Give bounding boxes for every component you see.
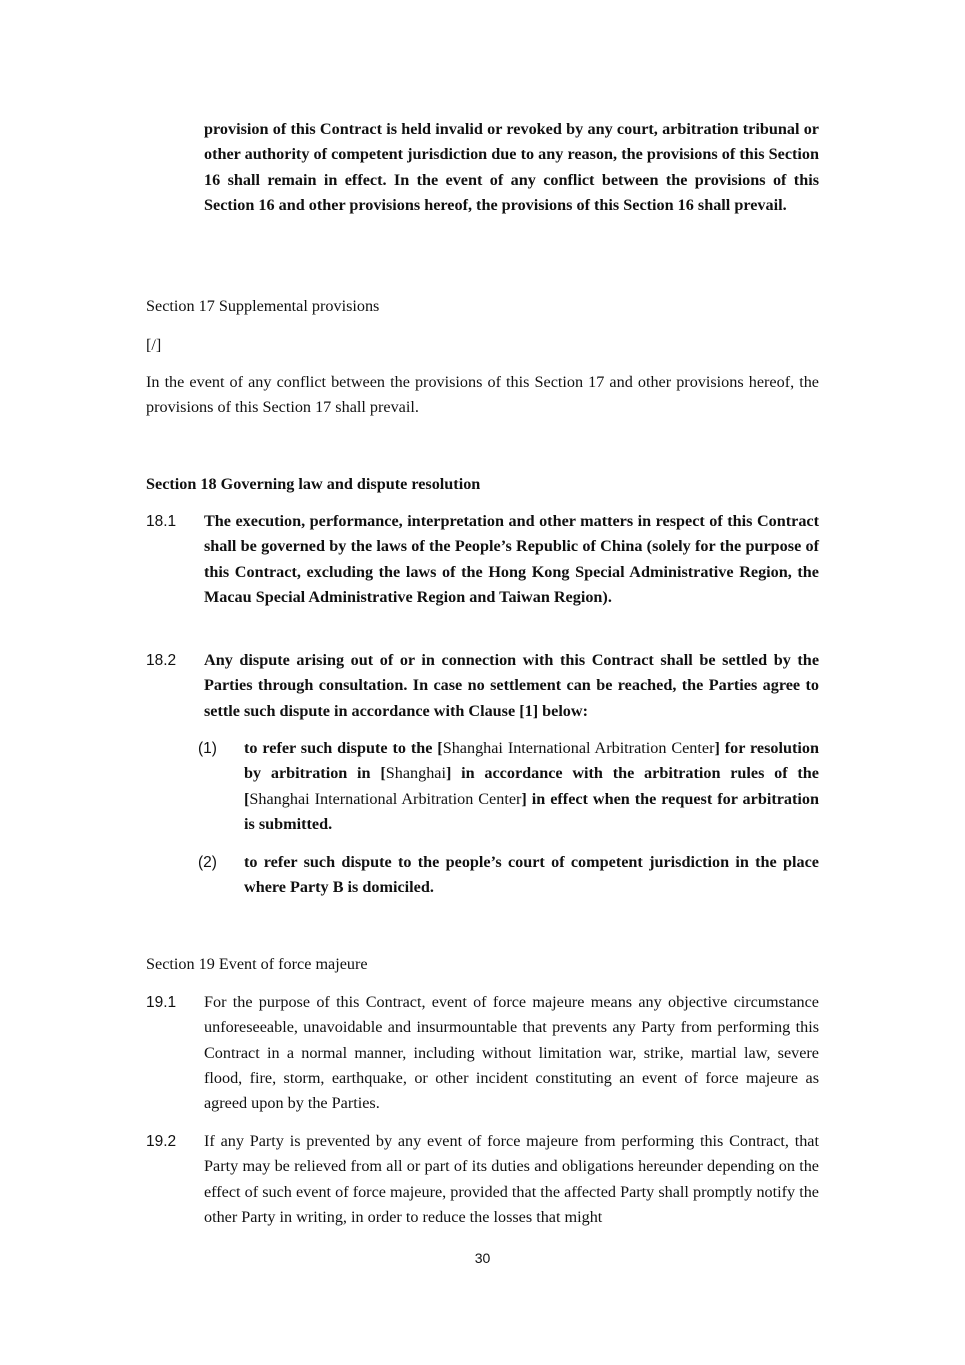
subclause-1-part-2: ] for resolution by arbitration in [ <box>244 739 819 783</box>
clause-19-2-text: If any Party is prevented by any event of force majeure from performing this Contract, that Party may be relieved from all or part of its duties and obligations hereunder depending on the effect of such event of force majeure, provided that the affected Party shall promptly notify the other Party in writing, in order to reduce the losses that might <box>204 1132 819 1226</box>
section-17-body: In the event of any conflict between the provisions of this Section 17 and other provisions hereof, the provisions of this Section 17 shall prevail. <box>146 373 819 417</box>
subclause-2-number: (2) <box>198 854 217 871</box>
section-17-heading: Section 17 Supplemental provisions <box>146 297 380 315</box>
subclause-2-text: to refer such dispute to the people’s court of competent jurisdiction in the place where Party B is domiciled. <box>244 853 819 897</box>
arbitration-city: Shanghai <box>385 764 446 783</box>
clause-19-1-number: 19.1 <box>146 994 177 1011</box>
clause-18-2-text: Any dispute arising out of or in connection with this Contract shall be settled by the Parties through consultation. In case no settlement can be reached, the Parties agree to settle such dispute in accordance with Clause [1] below: <box>204 651 819 720</box>
subclause-1-text <box>244 736 819 837</box>
clause-18-1-text: The execution, performance, interpretation and other matters in respect of this Contract shall be governed by the laws of the People’s Republic of China (solely for the purpose of this Contract, excluding the laws of the Hong Kong Special Administrative Region, the Macau Special Administrative Region and Taiwan Region). <box>204 512 819 606</box>
clause-18-1-number: 18.1 <box>146 513 177 530</box>
subclause-1-number: (1) <box>198 740 217 757</box>
section-17-placeholder: [/] <box>146 336 162 354</box>
clause-18-2-number: 18.2 <box>146 652 177 669</box>
arbitration-center-name-2: Shanghai International Arbitration Center <box>249 789 522 808</box>
section-16-tail-paragraph: provision of this Contract is held invalid or revoked by any court, arbitration tribunal or other authority of competent jurisdiction due to any reason, the provisions of this Section 16 shall remain in effect. In the event of any conflict between the provisions of this Section 16 and other provisions hereof, the provisions of this Section 16 shall prevail. <box>204 120 819 214</box>
subclause-1-part-4: ] in effect when the request for arbitration is submitted. <box>244 789 819 833</box>
clause-19-2-number: 19.2 <box>146 1133 177 1150</box>
section-19-heading: Section 19 Event of force majeure <box>146 955 368 973</box>
subclause-1-part-1: to refer such dispute to the [ <box>244 739 443 757</box>
page-number: 30 <box>474 1250 491 1266</box>
section-18-heading: Section 18 Governing law and dispute resolution <box>146 475 481 493</box>
subclause-1-part-3: ] in accordance with the arbitration rules of the [ <box>244 764 819 808</box>
arbitration-center-name-1: Shanghai International Arbitration Center <box>442 739 715 757</box>
clause-19-1-text: For the purpose of this Contract, event of force majeure means any objective circumstance unforeseeable, unavoidable and insurmountable that prevents any Party from performing this Contract in a normal manner, including without limitation war, strike, martial law, severe flood, fire, storm, earthquake, or other incident constituting an event of force majeure as agreed upon by the Parties. <box>204 993 819 1113</box>
